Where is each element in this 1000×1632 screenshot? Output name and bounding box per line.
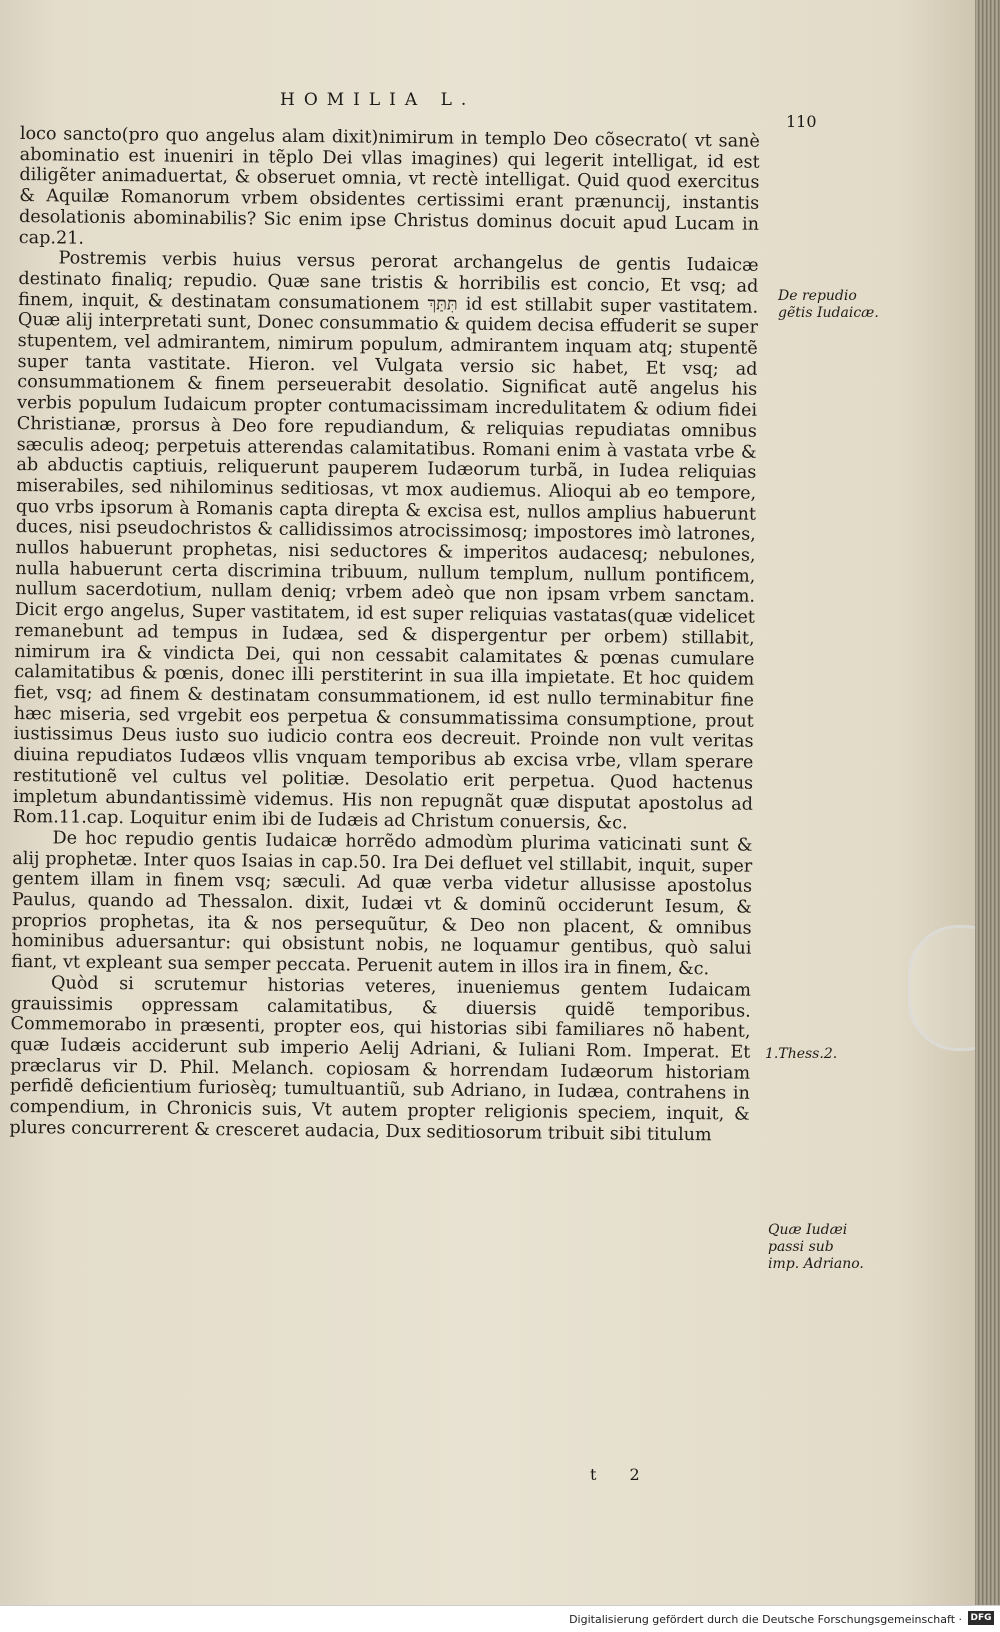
main-text [9, 124, 760, 1146]
paragraph-4: Quòd si scrutemur historias veteres, inueniemus gentem Iudaicam grauissimis oppressam calamitatibus, & diuersis quidẽ temporibus. Commemorabo in præsenti, propter eos, qui historias sibi familiares nõ habent, quæ Iudæis acciderunt sub imperio Aelij Adriani, & Iuliani Rom. Imperat. Et præclarus vir D. Phil. Melanch. copiosam & horrendam Iudæorum historiam perfidẽ deficientium furiosèq; tumultuantiũ, sub Adriano, in Iudæa, contrahens in compendium, in Chronicis suis, Vt autem propter religionis speciem, inquit, & plures concurrerent & cresceret audacia, Dux seditiosorum tribuit sibi titulum [9, 973, 752, 1146]
footer-credit: Digitalisierung gefördert durch die Deutsche Forschungsgemeinschaft · [569, 1613, 962, 1626]
signature-mark: t 2 [590, 1465, 654, 1484]
margin-note-thessalonians: 1.Thess.2. [765, 1046, 838, 1062]
page-number: 110 [786, 112, 817, 131]
dfg-logo: DFG [968, 1611, 994, 1625]
page-edge [975, 0, 1000, 1605]
paragraph-1: loco sancto(pro quo angelus alam dixit)nimirum in templo Deo cõsecrato( vt sanè abominatio est inueniri in tẽplo Dei vllas imagines) qui legerit intelligat, id est diligẽter animaduertat, & obseruet omnia, vt rectè intelligat. Quid quod exercitus & Aquilæ Romanorum vrbem obsidentes certissimi erant prænuncij, instantis desolationis abominabilis? Sic enim ipse Christus dominus docuit apud Lucam in cap.21. [18, 124, 760, 249]
footer-bar [0, 1605, 1000, 1632]
page-clip [908, 925, 975, 1051]
margin-note-adriano: Quæ Iudæi passi sub imp. Adriano. [768, 1222, 864, 1272]
paragraph-2: Postremis verbis huius versus perorat archangelus de gentis Iudaicæ destinato finaliq; repudio. Quæ sane tristis & horribilis est concio, Et vsq; ad finem, inquit, & destinatam consumationem תִּתַּךְ id est stillabit super vastitatem. Quæ alij interpretati sunt, Donec consummatio & quidem decisa effuderit se super stupentem, vel admirantem, nimirum populum, admirantem inquam atq; stupentẽ super tanta vastitate. Hieron. vel Vulgata versio sic habet, Et vsq; ad consummationem & finem perseuerabit desolatio. Significat autẽ angelus his verbis populum Iudaicum propter contumacissimam incredulitatem & odium fidei Christianæ, prorsus à Deo fore repudiandum, & reliquias repudiatas omnibus sæculis adeoq; perpetuis atterendas calamitatibus. Romani enim à vastata vrbe & ab abductis captiuis, reliquerunt pauperem Iudæorum turbã, in Iudea reliquias miserabiles, sed nihilominus seditiosas, vt mox audiemus. Alioqui ab eo tempore, quo vrbs ipsorum à Romanis capta direpta & excisa est, nullos amplius habuerunt duces, nisi pseudochristos & callidissimos atrocissimosq; impostores imò latrones, nullos habuerunt prophetas, nisi seductores & imperitos audacesq; nebulones, nulla habuerunt certa discrimina tribuum, nullum templum, nullum pontificem, nullum sacerdotium, nullam deniq; vrbem adeò que non ipsam vrbem sanctam. Dicit ergo angelus, Super vastitatem, id est super reliquias vastatas(quæ videlicet remanebunt ad tempus in Iudæa, sed & dispergentur per orbem) stillabit, nimirum ira & vindicta Dei, qui non cessabit calamitates & pœnas cumulare calamitatibus & pœnis, donec illi perstiterint in sua illa impietate. Et hoc quidem fiet, vsq; ad finem & destinatam consummationem, id est nullo terminabitur fine hæc miseria, sed vrgebit eos perpetua & consummatissima consumptione, prout iustissimus Deus iusto suo iudicio contra eos decreuit. Proinde non vult veritas diuina repudiatos Iudæos vllis vnquam temporibus ab excisa vrbe, vllam sperare restitutionẽ vel cultus vel politiæ. Desolatio erit perpetua. Quod hactenus impletum abundantissimè videmus. His non repugnãt quæ disputat apostolus ad Rom.11.cap. Loquitur enim ibi de Iudæis ad Christum conuersis, &c. [12, 248, 759, 834]
margin-note-repudio: De repudio gẽtis Iudaicæ. [778, 288, 879, 321]
running-head: HOMILIA L. [280, 90, 476, 110]
paragraph-3: De hoc repudio gentis Iudaicæ horrẽdo admodùm plurima vaticinati sunt & alij prophetæ. Inter quos Isaias in cap.50. Ira Dei defluet vel stillabit, inquit, super gentem illam in finem vsq; sæculi. Ad quæ verba videtur allusisse apostolus Paulus, quando ad Thessalon. dixit, Iudæi vt & dominũ occiderunt Iesum, & proprios prophetas, ita & nos persequũtur, & Deo non placent, & omnibus hominibus aduersantur: qui obsistunt nobis, ne loquamur gentibus, quò salui fiant, vt expleant sua semper peccata. Peruenit autem in illos ira in finem, &c. [11, 828, 753, 980]
